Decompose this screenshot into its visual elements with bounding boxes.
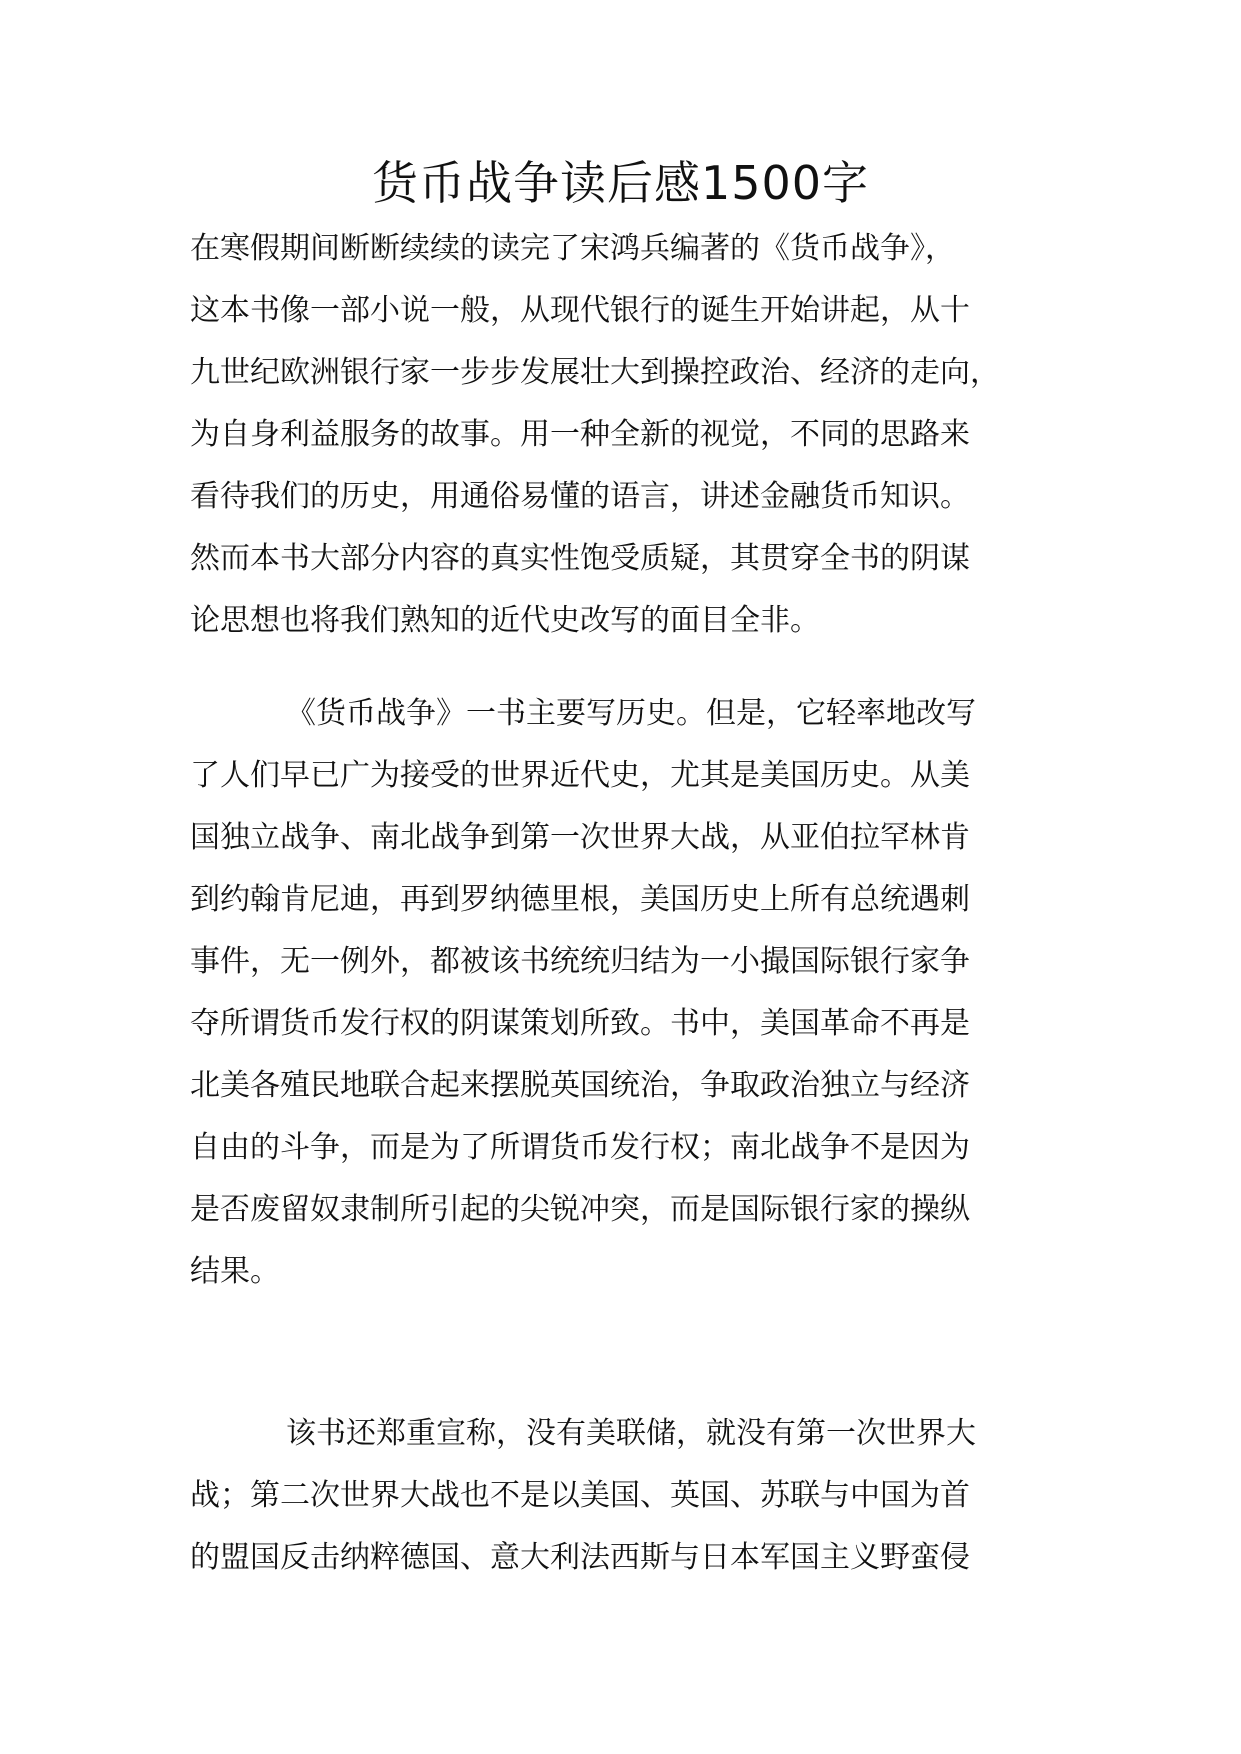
paragraph-line: 的盟国反击纳粹德国、意大利法西斯与日本军国主义野蛮侵 — [190, 1540, 970, 1575]
document-title: 货币战争读后感1500字 — [371, 156, 870, 210]
paragraph-line: 该书还郑重宣称，没有美联储，就没有第一次世界大 — [286, 1416, 976, 1451]
paragraph-line: 《货币战争》一书主要写历史。但是，它轻率地改写 — [286, 696, 976, 731]
paragraph-line: 北美各殖民地联合起来摆脱英国统治，争取政治独立与经济 — [190, 1068, 970, 1103]
paragraph-line: 九世纪欧洲银行家一步步发展壮大到操控政治、经济的走向， — [190, 355, 1000, 390]
paragraph-line: 然而本书大部分内容的真实性饱受质疑，其贯穿全书的阴谋 — [190, 541, 970, 576]
paragraph-line: 结果。 — [190, 1254, 280, 1289]
paragraph-line: 是否废留奴隶制所引起的尖锐冲突，而是国际银行家的操纵 — [190, 1192, 970, 1227]
paragraph-line: 战；第二次世界大战也不是以美国、英国、苏联与中国为首 — [190, 1478, 970, 1513]
paragraph-line: 夺所谓货币发行权的阴谋策划所致。书中，美国革命不再是 — [190, 1006, 970, 1041]
paragraph-line: 为自身利益服务的故事。用一种全新的视觉，不同的思路来 — [190, 417, 970, 452]
paragraph-line: 自由的斗争，而是为了所谓货币发行权；南北战争不是因为 — [190, 1130, 970, 1165]
paragraph-line: 事件，无一例外，都被该书统统归结为一小撮国际银行家争 — [190, 944, 970, 979]
paragraph-line: 了人们早已广为接受的世界近代史，尤其是美国历史。从美 — [190, 758, 970, 793]
paragraph-line: 在寒假期间断断续续的读完了宋鸿兵编著的《货币战争》， — [190, 231, 955, 266]
paragraph-line: 看待我们的历史，用通俗易懂的语言，讲述金融货币知识。 — [190, 479, 970, 514]
paragraph-line: 国独立战争、南北战争到第一次世界大战，从亚伯拉罕林肯 — [190, 820, 970, 855]
paragraph-line: 到约翰肯尼迪，再到罗纳德里根，美国历史上所有总统遇刺 — [190, 882, 970, 917]
paragraph-line: 这本书像一部小说一般，从现代银行的诞生开始讲起，从十 — [190, 293, 970, 328]
paragraph-history — [190, 683, 1055, 1303]
paragraph-intro — [190, 218, 1055, 652]
paragraph-federal-reserve — [190, 1403, 1055, 1589]
paragraph-line: 论思想也将我们熟知的近代史改写的面目全非。 — [190, 603, 820, 638]
